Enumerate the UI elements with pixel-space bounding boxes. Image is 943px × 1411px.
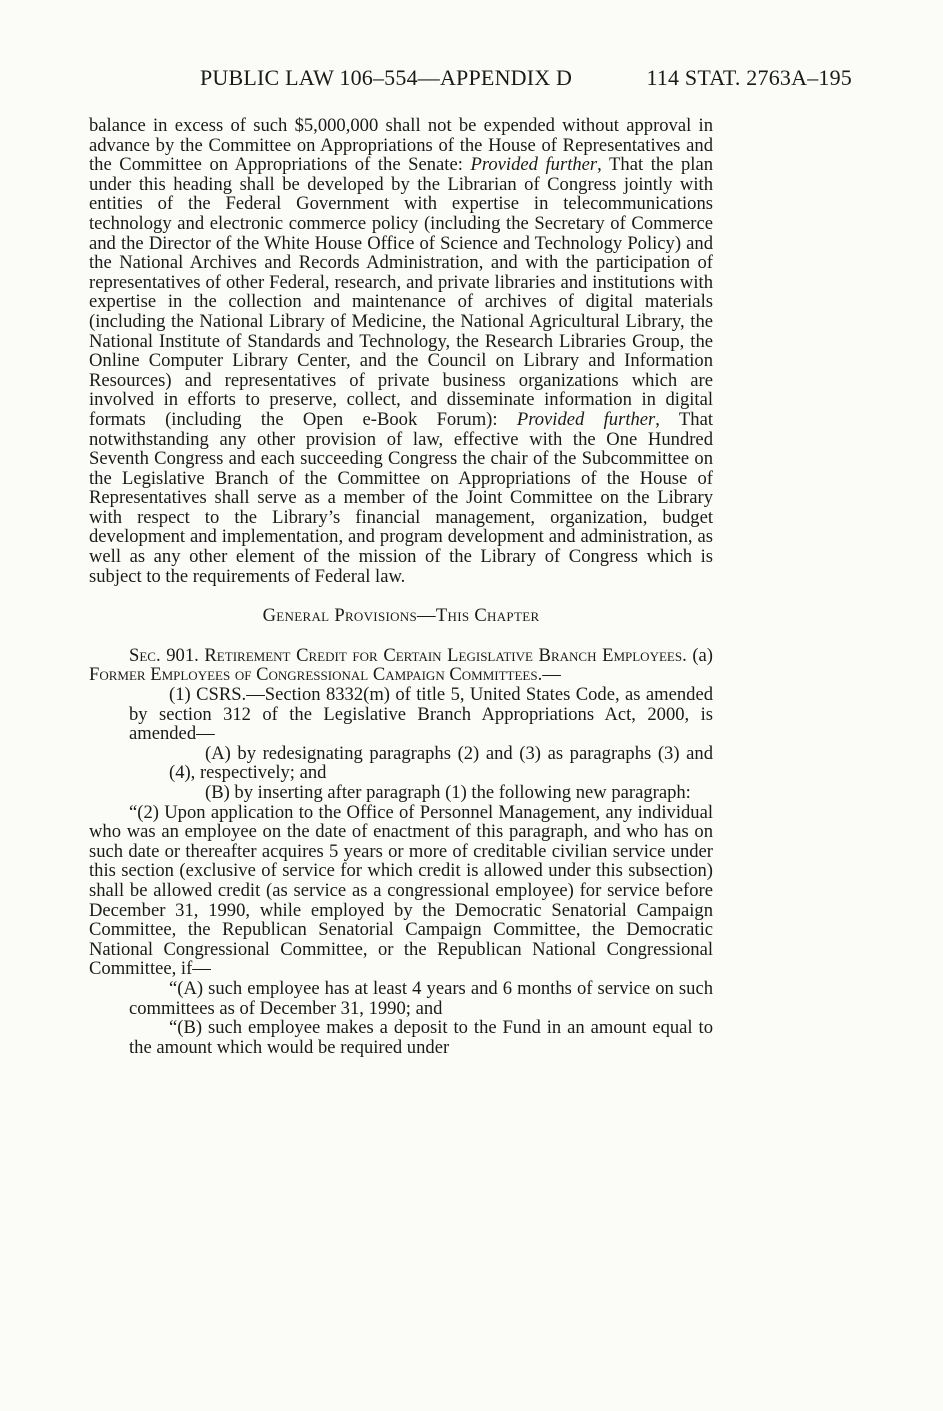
- section-title: Retirement Credit for Certain Legislative Branch Employees.: [204, 644, 687, 666]
- text-run: “(A) such employee has at least 4 years and 6 months of service on such committees as of December 31, 1990; and: [129, 977, 713, 1019]
- text-run: (A) by redesignating paragraphs (2) and (3) as paragraphs (3) and (4), respectively; and: [169, 742, 713, 784]
- text-run: , That the plan under this heading shall be developed by the Librarian of Congress jointly with entities of the Federal Government with expertise in telecommunications technology and electronic commerce policy (including the Secretary of Commerce and the Director of the White House Office of Science and Technology Policy) and the National Archives and Records Administration, and with the participation of representatives of other Federal, research, and private libraries and institutions with expertise in the collection and maintenance of archives of digital materials (including the National Library of Medicine, the National Agricultural Library, the National Institute of Standards and Technology, the Research Libraries Group, the Online Computer Library Center, and the Council on Library and Information Resources) and representatives of private business organizations which are involved in efforts to preserve, collect, and disseminate information in digital formats (including the Open e-Book Forum):: [89, 154, 714, 430]
- proviso-term: Provided further: [516, 408, 656, 430]
- statute-citation: 114 STAT. 2763A–195: [646, 65, 852, 90]
- subparagraph-a: [89, 744, 713, 783]
- text-run: (1) CSRS.—Section 8332(m) of title 5, United States Code, as amended by section 312 of the Legislative Branch Appropriations Act, 2000, is amended—: [129, 684, 713, 745]
- text-run: (B) by inserting after paragraph (1) the following new paragraph:: [205, 782, 691, 803]
- quoted-paragraph-2: [89, 803, 713, 979]
- dash: —: [542, 664, 561, 686]
- text-run: “(2) Upon application to the Office of Personnel Management, any individual who was an employee on the date of enactment of this paragraph, and who has on such date or thereafter acquires 5 years or more of creditable civilian service under this section (exclusive of service for which credit is allowed under this subsection) shall be allowed credit (as service as a congressional employee) for service before December 31, 1990, while employed by the Democratic Senatorial Campaign Committee, the Republican Senatorial Campaign Committee, the Democratic National Congressional Committee, or the Republican National Congressional Committee, if—: [89, 801, 713, 980]
- page-body: [89, 116, 713, 1057]
- section-901-heading: [89, 646, 713, 685]
- quoted-subparagraph-a: [89, 979, 713, 1018]
- text-run: balance in excess of such $5,000,000 shall not be expended without approval in advance by the Committee on Appropriations of the House of Representatives and the Committee on Appropriations of the Senate:: [89, 115, 713, 176]
- text-run: , That notwithstanding any other provision of law, effective with the One Hundred Seventh Congress and each succeeding Congress the chair of the Subcommittee on the Legislative Branch of the Committee on Appropriations of the House of Representatives shall serve as a member of the Joint Committee on the Library with respect to the Library’s financial management, organization, budget development and implementation, and program development and administration, as well as any other element of the mission of the Library of Congress which is subject to the requirements of Federal law.: [89, 408, 714, 587]
- paragraph-1-csrs: [89, 685, 713, 744]
- quoted-subparagraph-b: [89, 1018, 713, 1057]
- running-title: PUBLIC LAW 106–554—APPENDIX D: [200, 65, 573, 90]
- proviso-term: Provided further: [470, 154, 598, 176]
- paragraph-plan-provisions: [89, 116, 713, 586]
- section-heading: General Provisions—This Chapter: [262, 605, 540, 627]
- page-header: [200, 64, 852, 92]
- subparagraph-b: [89, 783, 713, 803]
- section-number: Sec. 901.: [129, 644, 205, 666]
- subsection-title: Former Employees of Congressional Campaign Committees.: [89, 664, 543, 686]
- text-run: “(B) such employee makes a deposit to the Fund in an amount equal to the amount which would be required under: [129, 1017, 713, 1058]
- subsection-label: (a): [686, 644, 713, 666]
